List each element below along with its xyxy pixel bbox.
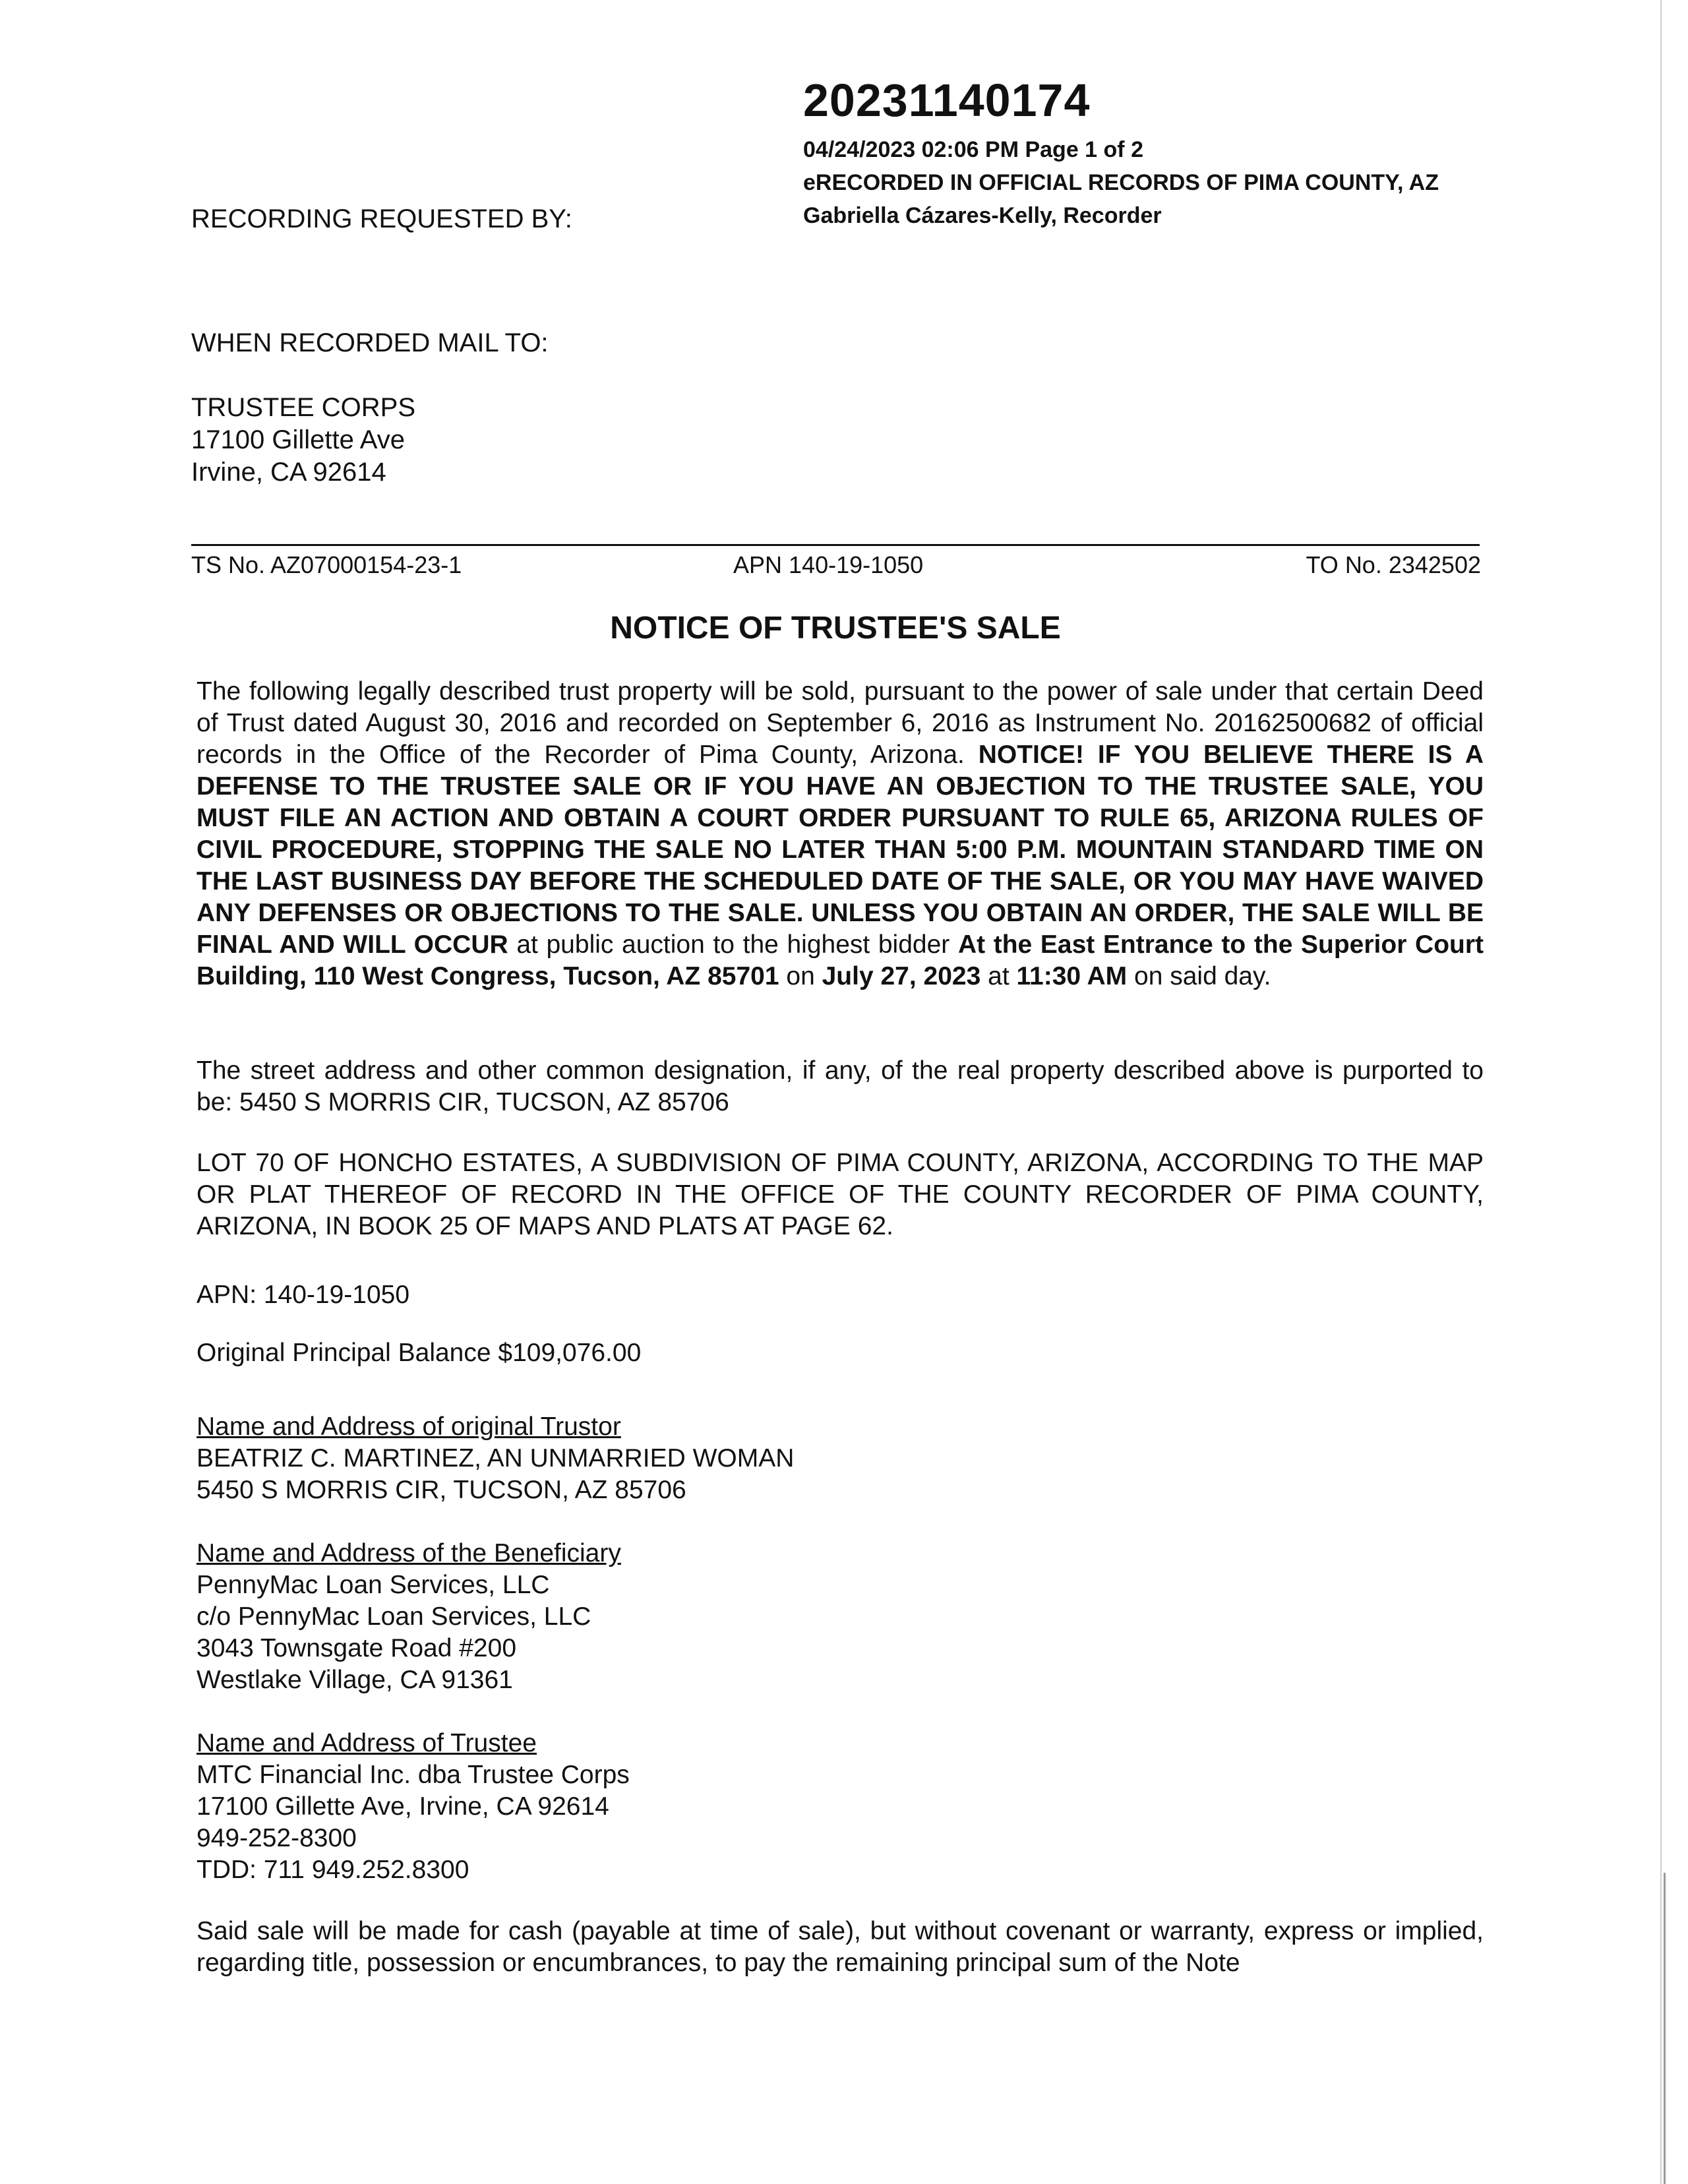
sale-location: At the East Entrance to the Superior Court Building, 110 West Congress, Tucson, AZ 85701 (196, 930, 1484, 990)
beneficiary-heading: Name and Address of the Beneficiary (196, 1539, 621, 1567)
trustee-tdd: TDD: 711 949.252.8300 (196, 1856, 469, 1884)
street-address-paragraph: The street address and other common designation, if any, of the real property described above is purported to be: 5450 S MORRIS CIR, TUCSON, AZ 85706 (196, 1056, 1484, 1116)
to-number: TO No. 2342502 (1306, 551, 1481, 578)
mail-to-name: TRUSTEE CORPS (191, 393, 416, 422)
beneficiary-city: Westlake Village, CA 91361 (196, 1666, 513, 1694)
erecorded-line: eRECORDED IN OFFICIAL RECORDS OF PIMA COUNTY, AZ (803, 170, 1439, 195)
trustor-address: 5450 S MORRIS CIR, TUCSON, AZ 85706 (196, 1476, 686, 1504)
trustor-heading: Name and Address of original Trustor (196, 1412, 621, 1441)
sale-intro-text: The following legally described trust property will be sold, pursuant to the power of sale under that certain Deed of Trust dated August 30, 2016 and recorded on September 6, 2016 as Instrument No. 20162500682 of official records in the Office of the Recorder of Pima County, Arizona. (196, 677, 1484, 769)
sale-date: July 27, 2023 (822, 962, 981, 990)
principal-balance: Original Principal Balance $109,076.00 (196, 1339, 642, 1367)
sale-terms-paragraph: Said sale will be made for cash (payable at time of sale), but without covenant or warranty, express or implied, regarding title, possession or encumbrances, to pay the remaining principal sum of the Note (196, 1917, 1484, 1977)
trustor-name: BEATRIZ C. MARTINEZ, AN UNMARRIED WOMAN (196, 1444, 795, 1472)
mail-to-street: 17100 Gillette Ave (191, 425, 405, 454)
trustee-heading: Name and Address of Trustee (196, 1729, 537, 1757)
on-word: on (786, 962, 815, 990)
record-date-page: 04/24/2023 02:06 PM Page 1 of 2 (803, 137, 1143, 162)
beneficiary-street: 3043 Townsgate Road #200 (196, 1634, 517, 1662)
trustee-phone: 949-252-8300 (196, 1824, 357, 1852)
legal-description-paragraph: LOT 70 OF HONCHO ESTATES, A SUBDIVISION OF PIMA COUNTY, ARIZONA, ACCORDING TO THE MAP OR PLAT THEREOF OF RECORD IN THE OFFICE OF THE COUNTY RECORDER OF PIMA COUNTY, ARIZONA, IN BOOK 25 OF MAPS AND PLATS AT PAGE 62. (196, 1149, 1484, 1240)
header-divider (191, 544, 1480, 546)
instrument-number: 20231140174 (803, 75, 1091, 126)
apn-line: APN: 140-19-1050 (196, 1281, 410, 1309)
page-edge-shadow (1664, 1873, 1666, 2184)
auction-text: at public auction to the highest bidder (516, 930, 950, 959)
document-title: NOTICE OF TRUSTEE'S SALE (610, 611, 1061, 646)
beneficiary-name: PennyMac Loan Services, LLC (196, 1571, 550, 1599)
trustee-name: MTC Financial Inc. dba Trustee Corps (196, 1761, 630, 1789)
recorder-name: Gabriella Cázares-Kelly, Recorder (803, 203, 1162, 228)
sale-time: 11:30 AM (1016, 962, 1128, 990)
page-edge-line (1660, 0, 1662, 2184)
recording-requested-by: RECORDING REQUESTED BY: (191, 204, 572, 233)
at-word: at (988, 962, 1010, 990)
sale-end-text: on said day. (1134, 962, 1271, 990)
when-recorded-mail-to: WHEN RECORDED MAIL TO: (191, 328, 549, 357)
apn-reference: APN 140-19-1050 (733, 551, 924, 578)
trustee-address: 17100 Gillette Ave, Irvine, CA 92614 (196, 1792, 609, 1821)
sale-notice-paragraph (196, 676, 1484, 992)
beneficiary-care-of: c/o PennyMac Loan Services, LLC (196, 1602, 591, 1631)
legal-warning-text: NOTICE! IF YOU BELIEVE THERE IS A DEFENSE TO THE TRUSTEE SALE OR IF YOU HAVE AN OBJECTION TO THE TRUSTEE SALE, YOU MUST FILE AN ACTION AND OBTAIN A COURT ORDER PURSUANT TO RULE 65, ARIZONA RULES OF CIVIL PROCEDURE, STOPPING THE SALE NO LATER THAN 5:00 P.M. MOUNTAIN STANDARD TIME ON THE LAST BUSINESS DAY BEFORE THE SCHEDULED DATE OF THE SALE, OR YOU MAY HAVE WAIVED ANY DEFENSES OR OBJECTIONS TO THE SALE. UNLESS YOU OBTAIN AN ORDER, THE SALE WILL BE FINAL AND WILL OCCUR (196, 741, 1484, 959)
ts-number: TS No. AZ07000154-23-1 (191, 551, 462, 578)
mail-to-city: Irvine, CA 92614 (191, 458, 386, 487)
